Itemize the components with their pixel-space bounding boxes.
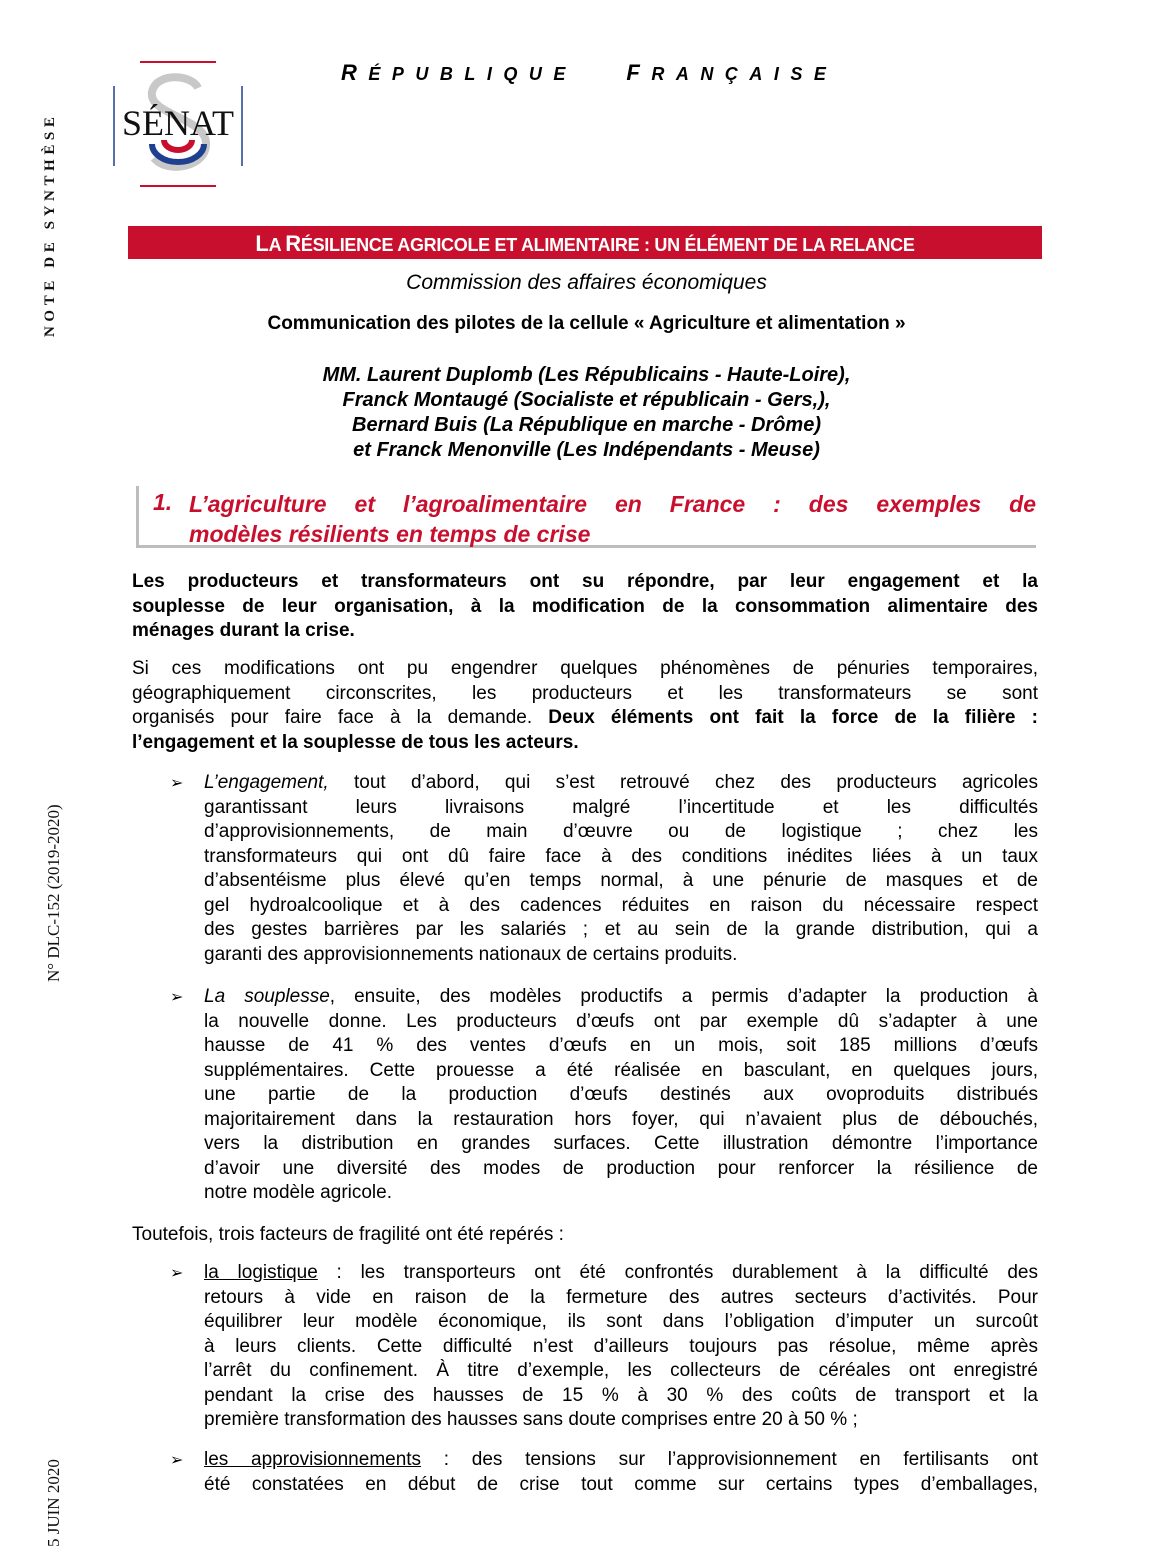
intro-paragraph: Les producteurs et transformateurs ont su répondre, par leur engagement et la souplesse de leur organisation, à la modification de la consommation alimentaire des ménages durant la crise. bbox=[132, 571, 1038, 641]
arrow-bullet-icon: ➢ bbox=[170, 1452, 184, 1469]
author-line: et Franck Menonville (Les Indépendants - Meuse) bbox=[353, 439, 820, 461]
paragraph-2: Si ces modifications ont pu engendrer quelques phénomènes de pénuries temporaires, géographiquement circonscrites, les producteurs et les transformateurs se sont organisés pour faire face à la demande. Deux éléments ont fait la force de la filière : l’engagement et la souplesse de tous les acteurs. bbox=[132, 658, 1038, 753]
arrow-bullet-icon: ➢ bbox=[170, 1265, 184, 1282]
section-title-line: modèles résilients en temps de crise bbox=[189, 521, 591, 547]
document-title-banner: LA RÉSILIENCE AGRICOLE ET ALIMENTAIRE : UN ÉLÉMENT DE LA RELANCE bbox=[128, 226, 1042, 259]
section-number: 1. bbox=[153, 489, 173, 515]
svg-text:SÉNAT: SÉNAT bbox=[121, 103, 235, 143]
author-line: Bernard Buis (La République en marche - Drôme) bbox=[352, 414, 821, 436]
arrow-bullet-icon: ➢ bbox=[170, 989, 184, 1006]
republique-francaise-heading: RÉPUBLIQUE FRANÇAISE bbox=[341, 60, 838, 85]
communication-title: Communication des pilotes de la cellule « Agriculture et alimentation » bbox=[267, 313, 906, 334]
authors-list bbox=[0, 363, 1168, 463]
commission-name: Commission des affaires économiques bbox=[406, 271, 767, 294]
document-date: 5 JUIN 2020 bbox=[44, 1459, 63, 1547]
arrow-bullet-icon: ➢ bbox=[170, 775, 184, 792]
senat-logo bbox=[112, 58, 244, 190]
fragility-intro: Toutefois, trois facteurs de fragilité ont été repérés : bbox=[132, 1224, 564, 1245]
author-line: MM. Laurent Duplomb (Les Républicains - Haute-Loire), bbox=[322, 364, 851, 386]
section-title-line: L’agriculture et l’agroalimentaire en France : des exemples de bbox=[189, 491, 1036, 517]
author-line: Franck Montaugé (Socialiste et républicain - Gers,), bbox=[342, 389, 831, 411]
senat-logo-icon bbox=[112, 58, 244, 190]
side-note-label: NOTE DE SYNTHÈSE bbox=[42, 112, 58, 337]
document-number: N° DLC-152 (2019-2020) bbox=[44, 804, 63, 982]
section-heading-1 bbox=[136, 486, 1036, 548]
